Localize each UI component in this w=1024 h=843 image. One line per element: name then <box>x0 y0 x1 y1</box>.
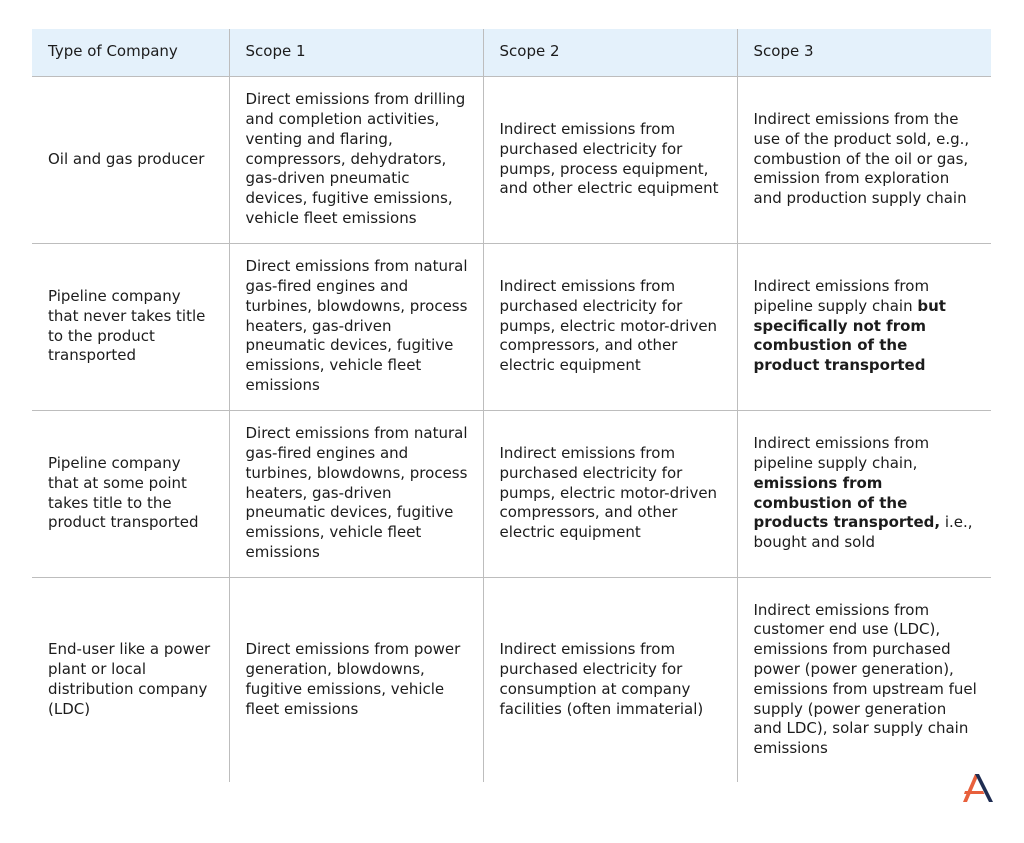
emissions-scope-table <box>32 29 991 782</box>
company-type-cell: Oil and gas producer <box>32 76 229 243</box>
scope-3-emphasis: emissions from combustion of the products transported, <box>753 473 941 532</box>
logo-orange-stroke <box>963 774 979 802</box>
table-header <box>32 29 991 76</box>
header-scope-3: Scope 3 <box>737 29 991 76</box>
brand-logo-icon <box>961 772 995 804</box>
table-row <box>32 243 991 410</box>
scope-2-cell: Indirect emissions from purchased electricity for pumps, process equipment, and other electric equipment <box>483 76 737 243</box>
table-row <box>32 410 991 577</box>
scope-1-cell: Direct emissions from natural gas-fired engines and turbines, blowdowns, process heaters, gas-driven pneumatic devices, fugitive emissions, vehicle fleet emissions <box>229 243 483 410</box>
scope-2-cell: Indirect emissions from purchased electricity for pumps, electric motor-driven compressors, and other electric equipment <box>483 410 737 577</box>
scope-3-text-end: i.e., bought and sold <box>753 513 973 552</box>
scope-3-cell <box>737 410 991 577</box>
header-type-of-company: Type of Company <box>32 29 229 76</box>
scope-3-emphasis: but specifically not from combustion of the product transported <box>753 296 946 375</box>
scope-1-cell: Direct emissions from drilling and completion activities, venting and flaring, compressors, dehydrators, gas-driven pneumatic devices, fugitive emissions, vehicle fleet emissions <box>229 76 483 243</box>
header-row <box>32 29 991 76</box>
header-scope-2: Scope 2 <box>483 29 737 76</box>
scope-3-text: Indirect emissions from pipeline supply chain <box>753 277 930 315</box>
scope-2-cell: Indirect emissions from purchased electricity for pumps, electric motor-driven compressors, and other electric equipment <box>483 243 737 410</box>
table-row <box>32 76 991 243</box>
scope-1-cell: Direct emissions from natural gas-fired engines and turbines, blowdowns, process heaters, gas-driven pneumatic devices, fugitive emissions, vehicle fleet emissions <box>229 410 483 577</box>
logo-crossbar <box>964 791 984 794</box>
header-scope-1: Scope 1 <box>229 29 483 76</box>
company-type-cell: Pipeline company that never takes title to the product transported <box>32 243 229 410</box>
company-type-cell: Pipeline company that at some point takes title to the product transported <box>32 410 229 577</box>
table-row <box>32 577 991 782</box>
scope-3-cell: Indirect emissions from the use of the product sold, e.g., combustion of the oil or gas, emission from exploration and production supply chain <box>737 76 991 243</box>
scope-3-text: Indirect emissions from pipeline supply chain, <box>753 434 930 472</box>
scope-3-cell: Indirect emissions from customer end use (LDC), emissions from purchased power (power generation), emissions from upstream fuel supply (power generation and LDC), solar supply chain emissions <box>737 577 991 782</box>
scope-1-cell: Direct emissions from power generation, blowdowns, fugitive emissions, vehicle fleet emissions <box>229 577 483 782</box>
company-type-cell: End-user like a power plant or local distribution company (LDC) <box>48 640 211 718</box>
scope-3-cell <box>737 243 991 410</box>
logo-navy-stroke <box>975 774 993 802</box>
table-body <box>32 76 991 782</box>
scope-2-cell: Indirect emissions from purchased electricity for consumption at company facilities (often immaterial) <box>483 577 737 782</box>
